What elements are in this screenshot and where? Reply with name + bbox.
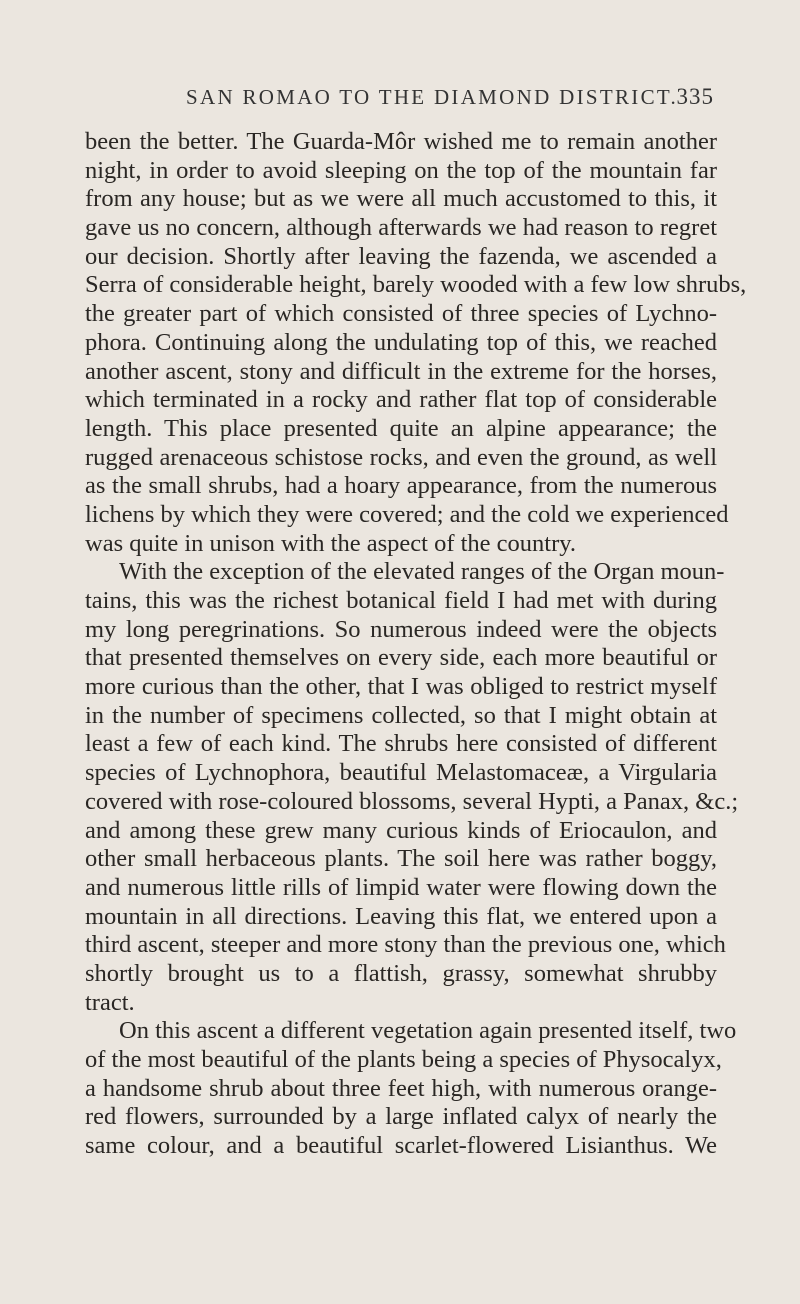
text-line: shortly brought us to a flattish, grassy, somewhat shrubby [85,959,717,987]
text-line: covered with rose-coloured blossoms, several Hypti, a Panax, &c.; [85,787,739,815]
text-line: that presented themselves on every side, each more beautiful or [85,644,717,672]
text-line: night, in order to avoid sleeping on the top of the mountain far [85,156,717,184]
text-line: another ascent, stony and difficult in the extreme for the horses, [85,357,717,385]
text-line: red flowers, surrounded by a large inflated calyx of nearly the [85,1103,717,1131]
text-line: of the most beautiful of the plants being a species of Physocalyx, [85,1046,722,1073]
text-line: same colour, and a beautiful scarlet-flowered Lisianthus. We [85,1132,717,1160]
text-line: other small herbaceous plants. The soil here was rather boggy, [85,845,717,873]
text-line: least a few of each kind. The shrubs here consisted of different [85,730,717,758]
text-line: rugged arenaceous schistose rocks, and even the ground, as well [85,443,717,471]
text-line: tract. [85,988,135,1016]
text-line: a handsome shrub about three feet high, with numerous orange- [85,1074,717,1102]
text-line: tains, this was the richest botanical field I had met with during [85,587,717,614]
text-line: which terminated in a rocky and rather flat top of considerable [85,386,717,414]
text-line: from any house; but as we were all much accustomed to this, it [85,185,717,213]
text-line: third ascent, steeper and more stony than the previous one, which [85,931,726,959]
text-line: was quite in unison with the aspect of the country. [85,529,577,557]
text-line: mountain in all directions. Leaving this flat, we entered upon a [85,902,717,930]
text-line: my long peregrinations. So numerous indeed were the objects [85,615,717,643]
text-line: On this ascent a different vegetation again presented itself, two [119,1017,737,1045]
text-line: our decision. Shortly after leaving the fazenda, we ascended a [85,242,717,270]
text-line: and numerous little rills of limpid water were flowing down the [85,873,717,901]
text-line: been the better. The Guarda-Môr wished me to remain another [85,128,717,155]
text-line: phora. Continuing along the undulating top of this, we reached [85,328,717,356]
text-line: Serra of considerable height, barely wooded with a few low shrubs, [85,271,747,299]
text-line: lichens by which they were covered; and the cold we experienced [85,500,729,528]
text-line: the greater part of which consisted of three species of Lychno- [85,300,717,328]
text-line: species of Lychnophora, beautiful Melastomaceæ, a Virgularia [85,759,717,787]
running-title: SAN ROMAO TO THE DIAMOND DISTRICT. [186,85,678,109]
text-line: length. This place presented quite an alpine appearance; the [85,414,717,442]
text-line: and among these grew many curious kinds of Eriocaulon, and [85,816,717,844]
text-line: With the exception of the elevated ranges of the Organ moun- [119,558,725,586]
running-head [186,80,714,114]
body-text [85,128,747,1161]
text-line: gave us no concern, although afterwards we had reason to regret [85,214,717,242]
page-number: 335 [676,84,714,109]
text-line: as the small shrubs, had a hoary appearance, from the numerous [85,472,717,500]
text-line: in the number of specimens collected, so that I might obtain at [85,701,717,729]
text-line: more curious than the other, that I was obliged to restrict myself [85,673,717,701]
